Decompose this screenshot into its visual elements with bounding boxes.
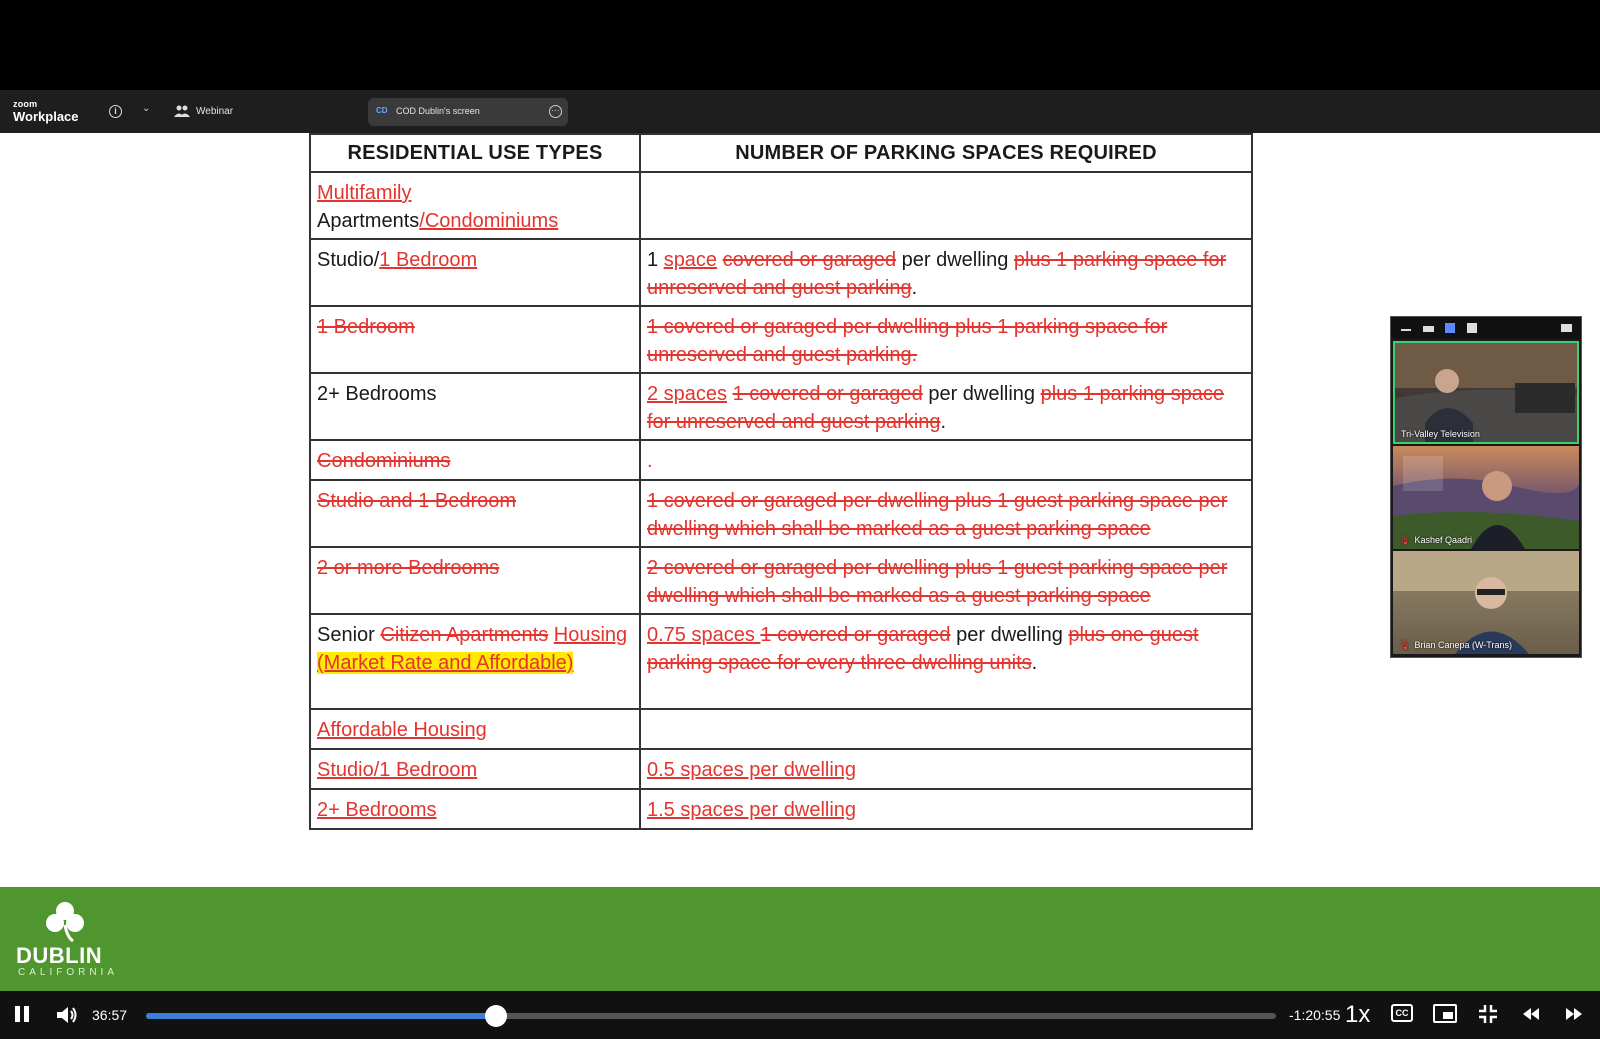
parking-requirement-cell [640,172,1252,239]
inserted-text: Affordable Housing [317,719,487,741]
cell-text: per dwelling [896,249,1014,271]
pause-button[interactable] [13,1005,31,1023]
slide-footer-banner [0,887,1600,991]
participant-video-panel [1390,316,1582,658]
view-stack-icon[interactable] [1445,323,1455,333]
header-use-types: RESIDENTIAL USE TYPES [310,134,640,172]
inserted-text: Studio/1 Bedroom [317,759,478,781]
cell-text: per dwelling [950,624,1069,646]
use-type-cell [310,172,640,239]
participant-name-text: Kashef Qaadri [1414,535,1472,545]
volume-icon[interactable] [55,1004,79,1026]
footer-city-name: DUBLIN [16,943,103,968]
parking-requirement-cell [640,306,1252,373]
cell-text: . [647,450,653,472]
zoom-logo-big: Workplace [13,109,79,124]
deleted-text: plus one guest parking space for every three dwelling units [647,624,1199,674]
muted-mic-icon: 🎙︎ [1399,640,1411,650]
time-remaining: -1:20:55 [1289,1007,1341,1023]
deleted-text: 1 covered or garaged per dwelling plus 1 guest parking space per dwelling which shall be marked as a guest parking space [647,490,1228,540]
table-row [310,789,1252,829]
table-header-row [310,134,1252,172]
exit-panel-icon[interactable] [1561,324,1572,332]
shared-screen-slide [0,133,1600,887]
inserted-text: 2+ Bedrooms [317,799,437,821]
use-type-cell [310,480,640,547]
gallery-icon[interactable] [1467,323,1477,333]
deleted-text: Studio and 1 Bedroom [317,490,517,512]
info-icon[interactable]: i [109,105,122,118]
inserted-text: 0.75 spaces [647,624,761,646]
zoom-workplace-logo [13,100,79,123]
use-type-cell [310,614,640,709]
use-type-cell [310,547,640,614]
cell-text: per dwelling [922,383,1041,405]
time-elapsed: 36:57 [92,1007,128,1023]
playback-speed-button[interactable]: 1x [1345,1001,1371,1028]
inserted-text: (Market Rate and Affordable) [317,652,574,674]
share-label: COD Dublin's screen [396,106,480,116]
webinar-icon [174,104,190,118]
participant-video [1393,551,1579,654]
inserted-text: Multifamily [317,182,412,204]
picture-in-picture-button[interactable] [1433,1004,1457,1023]
cell-text: Senior [317,624,381,646]
parking-requirement-cell [640,749,1252,789]
participant-tile[interactable] [1393,341,1579,444]
participant-tile[interactable] [1393,446,1579,549]
seek-bar-progress [146,1013,496,1019]
deleted-text: 2 or more Bedrooms [317,557,500,579]
parking-requirement-cell [640,480,1252,547]
screen-share-indicator[interactable] [368,98,568,126]
use-type-cell [310,789,640,829]
use-type-cell [310,709,640,749]
footer-state-name: CALIFORNIA [18,967,119,978]
table-row [310,440,1252,480]
parking-requirement-cell [640,373,1252,440]
inserted-text: space [663,249,718,271]
video-panel-toolbar [1391,317,1581,339]
table-row [310,709,1252,749]
deleted-text: covered or garaged [722,249,897,271]
seek-handle[interactable] [485,1005,507,1027]
parking-requirement-cell [640,547,1252,614]
pause-icon-bar [24,1006,29,1022]
table-row [310,172,1252,239]
playback-controls [0,991,1600,1039]
use-type-cell [310,373,640,440]
deleted-text: 1 covered or garaged per dwelling plus 1 parking space for unreserved and guest parking. [647,316,1168,366]
parking-requirement-cell [640,789,1252,829]
table-row [310,547,1252,614]
inserted-text: Housing [553,624,628,646]
pause-icon [15,1006,20,1022]
table-row [310,614,1252,709]
deleted-text: 1 covered or garaged [760,624,951,646]
seek-bar[interactable] [146,1013,1276,1019]
zoom-logo-small: zoom [13,99,38,109]
participant-name [1399,640,1512,651]
participant-tile[interactable] [1393,551,1579,654]
parking-requirement-cell [640,709,1252,749]
exit-fullscreen-icon[interactable] [1478,1004,1498,1024]
deleted-text: 1 covered or garaged [732,383,923,405]
deleted-text: Citizen Apartments [380,624,549,646]
parking-requirements-table [309,133,1253,830]
zoom-meeting-toolbar [0,90,1600,133]
webinar-label: Webinar [196,106,234,117]
minimize-icon[interactable] [1401,329,1411,331]
chevron-down-icon[interactable]: ⌄ [142,103,151,114]
cell-text: Studio/ [317,249,380,271]
cell-text: . [911,277,918,299]
deleted-text: plus 1 parking space for unreserved and guest parking [647,249,1227,299]
use-type-cell [310,306,640,373]
deleted-text: Condominiums [317,450,451,472]
participant-name: Tri-Valley Television [1401,429,1480,439]
pip-icon [1443,1012,1453,1019]
deleted-text: 2 covered or garaged per dwelling plus 1 guest parking space per dwelling which shall be marked as a guest parking space [647,557,1228,607]
parking-requirement-cell [640,614,1252,709]
closed-captions-button[interactable]: CC [1391,1004,1413,1022]
use-type-cell [310,239,640,306]
inserted-text: 1.5 spaces per dwelling [647,799,857,821]
inserted-text: /Condominiums [419,210,559,232]
inserted-text: 0.5 spaces per dwelling [647,759,857,781]
participant-name [1399,535,1472,546]
table-row [310,749,1252,789]
parking-requirement-cell [640,440,1252,480]
table-row [310,239,1252,306]
table-row [310,306,1252,373]
letterbox-top [0,0,1600,90]
deleted-text: 1 Bedroom [317,316,415,338]
cell-text: . [940,411,947,433]
fast-forward-icon[interactable] [1564,1004,1584,1024]
use-type-cell [310,749,640,789]
table-row [310,480,1252,547]
table-row [310,373,1252,440]
inserted-text: 1 Bedroom [379,249,478,271]
table-body [310,172,1252,829]
view-small-icon[interactable] [1423,326,1434,332]
more-options-icon[interactable]: ⋯ [549,105,562,118]
cell-text: Apartments [317,210,420,232]
inserted-text: 2 spaces [647,383,728,405]
use-type-cell [310,440,640,480]
participant-name-text: Brian Canepa (W-Trans) [1414,640,1512,650]
council-chamber-video [1395,343,1579,443]
participant-video [1393,446,1579,549]
muted-mic-icon: 🎙︎ [1399,535,1411,545]
parking-requirement-cell [640,239,1252,306]
cell-text: . [1031,652,1038,674]
cell-text: 1 [647,249,664,271]
header-parking-spaces: NUMBER OF PARKING SPACES REQUIRED [640,134,1252,172]
deleted-text: plus 1 parking space for unreserved and guest parking [647,383,1225,433]
cell-text: 2+ Bedrooms [317,383,437,405]
rewind-icon[interactable] [1521,1004,1541,1024]
share-initials: CD [376,106,388,115]
